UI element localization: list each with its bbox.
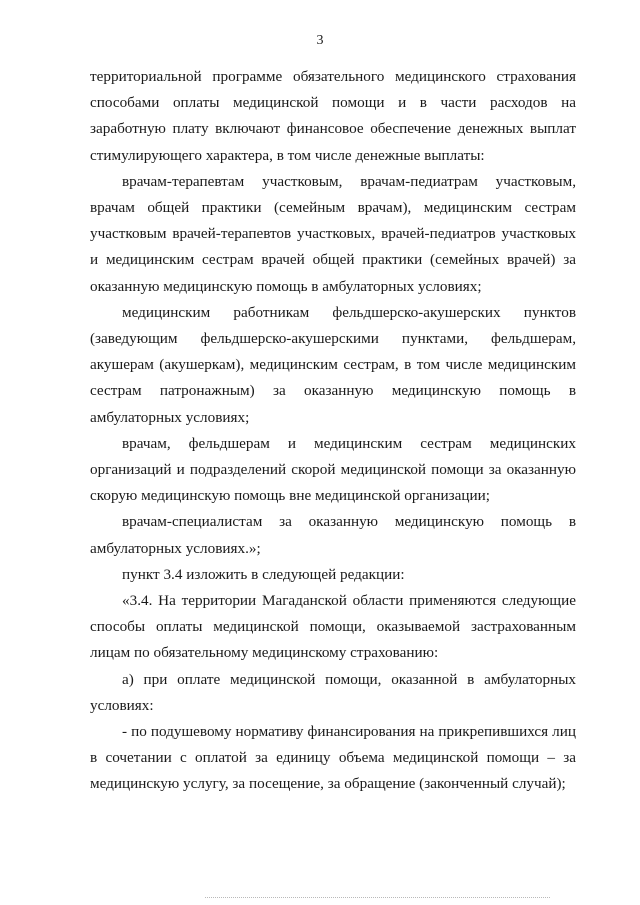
paragraph-clause-amendment: пункт 3.4 изложить в следующей редакции: bbox=[122, 565, 405, 583]
page-number: 3 bbox=[316, 33, 324, 48]
paragraph-emergency-care: врачам, фельдшерам и медицинским сестрам медицинских организаций и подразделений скорой медицинской помощи за оказанную скорую медицинскую помощь вне медицинской организации; bbox=[90, 434, 576, 505]
document-body bbox=[90, 64, 576, 798]
paragraph-per-capita: - по подушевому нормативу финансирования на прикрепившихся лиц в сочетании с оплатой за единицу объема медицинской помощи – за медицинскую услугу, за посещение, за обращение (законченный случай); bbox=[90, 723, 576, 793]
paragraph-funding-intro: территориальной программе обязательного медицинского страхования способами оплаты медицинской помощи и в части расходов на заработную плату включают финансовое обеспечение денежных выплат стимулирующего характера, в том числе денежные выплаты: bbox=[90, 68, 576, 164]
paragraph-district-doctors: врачам-терапевтам участковым, врачам-педиатрам участковым, врачам общей практики (семейным врачам), медицинским сестрам участковым врачей-терапевтов участковых, врачей-педиатров участковых и медицинским сестрам врачей общей практики (семейных врачей) за оказанную медицинскую помощь в амбулаторных условиях; bbox=[90, 172, 576, 295]
paragraph-clause-3-4: «3.4. На территории Магаданской области применяются следующие способы оплаты медицинской помощи, оказываемой застрахованным лицам по обязательному медицинскому страхованию: bbox=[90, 592, 576, 662]
paragraph-specialists: врачам-специалистам за оказанную медицинскую помощь в амбулаторных условиях.»; bbox=[90, 513, 576, 557]
paragraph-feldsher-stations: медицинским работникам фельдшерско-акушерских пунктов (заведующим фельдшерско-акушерскими пунктами, фельдшерам, акушерам (акушеркам), медицинским сестрам, в том числе медицинским сестрам патронажным) за оказанную медицинскую помощь в амбулаторных условиях; bbox=[90, 303, 576, 426]
scan-edge-line bbox=[205, 897, 550, 898]
paragraph-item-a: а) при оплате медицинской помощи, оказанной в амбулаторных условиях: bbox=[90, 670, 576, 714]
